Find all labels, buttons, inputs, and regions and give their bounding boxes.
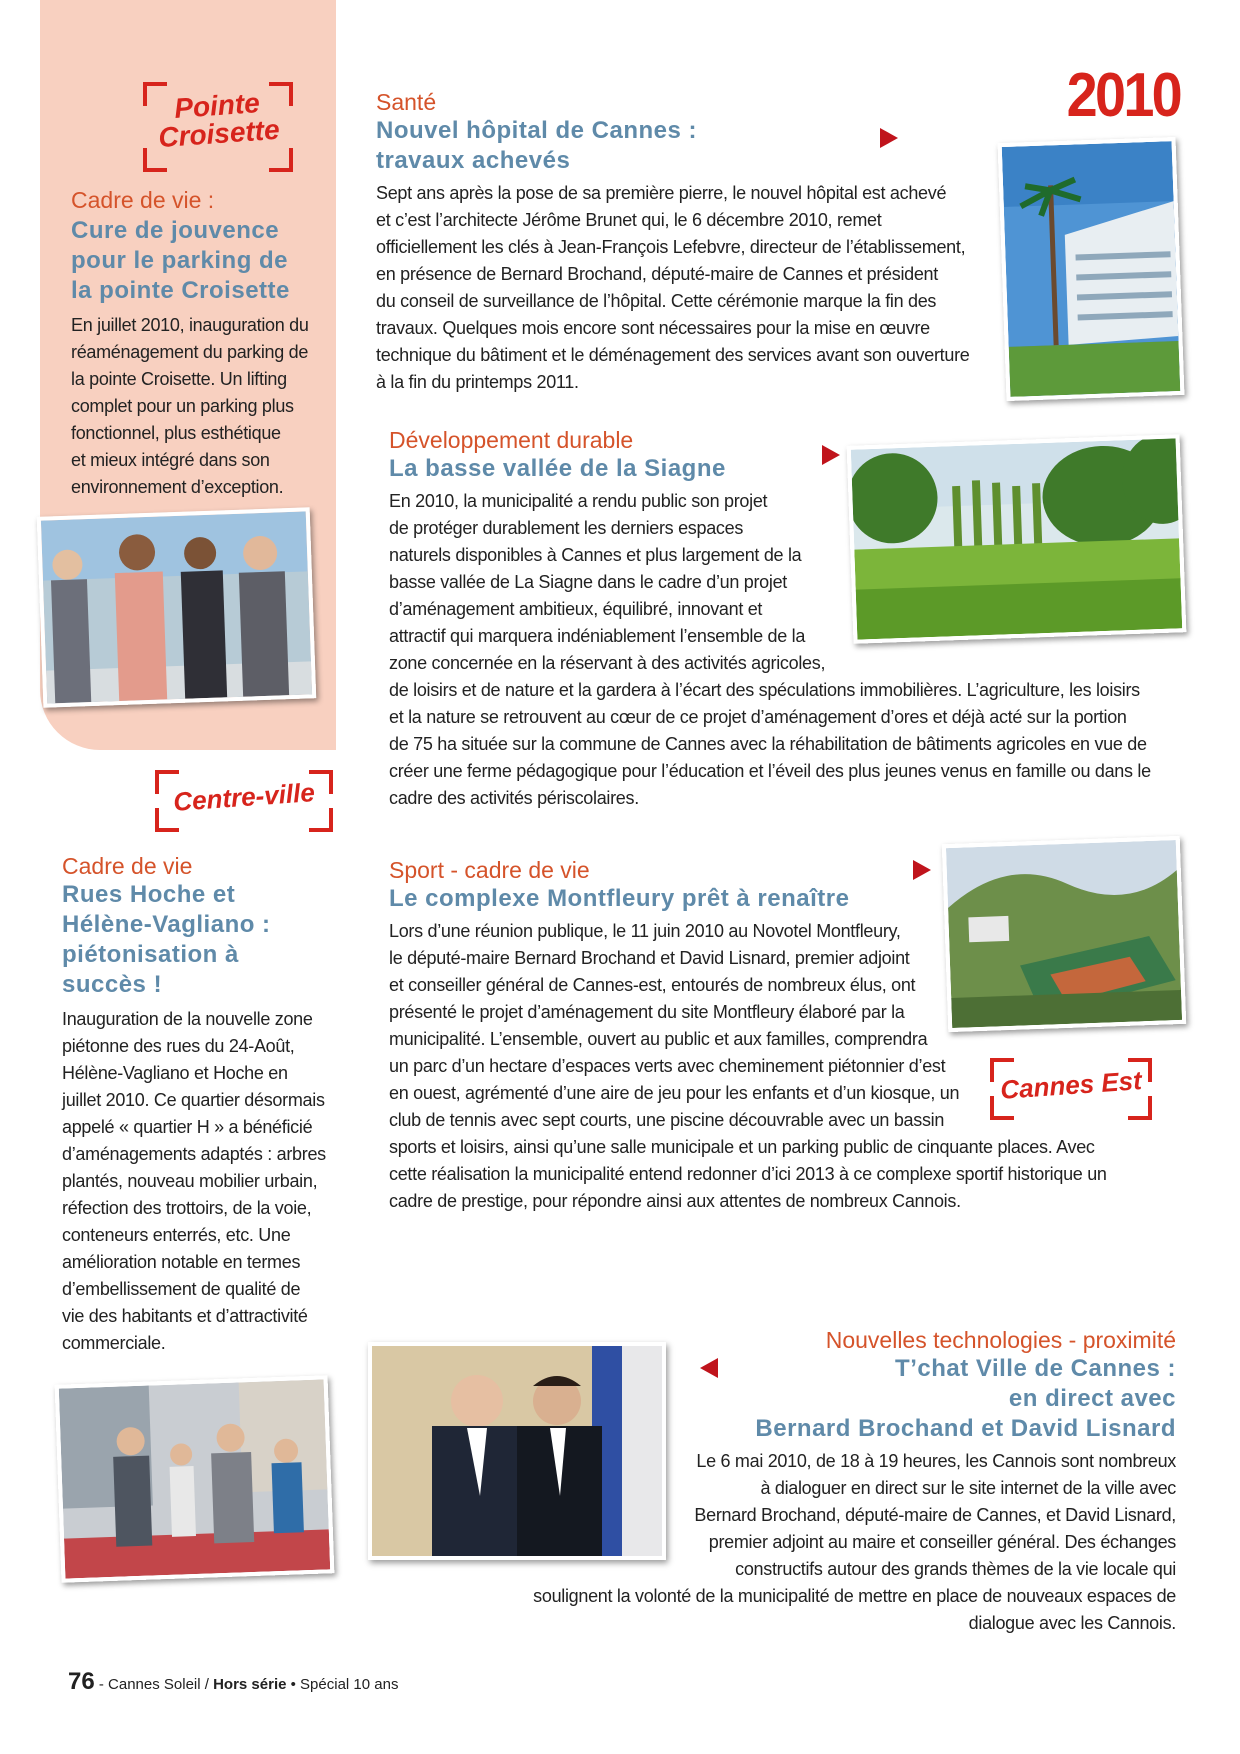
article-category: Cadre de vie : [71, 187, 215, 213]
title-line: Cure de jouvence [71, 217, 280, 244]
title-line: pour le parking de [71, 247, 289, 274]
photo-siagne-valley [847, 434, 1187, 644]
body-line: d’aménagement ambitieux, équilibré, innovant et [389, 599, 763, 619]
article-title [62, 880, 352, 1000]
body-line: et la nature se retrouvent au cœur de ce projet d’aménagement d’ores et déjà acté sur la portion [389, 707, 1127, 727]
title-line: Nouvel hôpital de Cannes : [376, 117, 698, 144]
title-line: la pointe Croisette [71, 277, 290, 304]
body-line: club de tennis avec sept courts, une piscine découvrable avec un bassin [389, 1110, 945, 1130]
body-line: et mieux intégré dans son [71, 450, 270, 470]
body-line: Sept ans après la pose de sa première pierre, le nouvel hôpital est achevé [376, 183, 947, 203]
body-line: et conseiller général de Cannes-est, entourés de nombreux élus, ont [389, 975, 916, 995]
title-line: Bernard Brochand et David Lisnard [755, 1415, 1176, 1442]
article-category: Développement durable [389, 427, 634, 453]
article-category: Sport - cadre de vie [389, 857, 590, 883]
body-line: basse vallée de La Siagne dans le cadre d’un projet [389, 572, 787, 592]
body-line: officiellement les clés à Jean-François Lefebvre, directeur de l’établissement, [376, 237, 966, 257]
body-line: cadre des activités périscolaires. [389, 788, 639, 808]
title-line: Hélène-Vagliano : [62, 911, 271, 938]
body-line: Inauguration de la nouvelle zone [62, 1009, 313, 1029]
body-line: zone concernée en la réservant à des activités agricoles, [389, 653, 826, 673]
body-line: appelé « quartier H » a bénéficié [62, 1117, 313, 1137]
body-line: d’embellissement de qualité de [62, 1279, 301, 1299]
body-line: amélioration notable en termes [62, 1252, 301, 1272]
body-line: Bernard Brochand, député-maire de Cannes, et David Lisnard, [694, 1505, 1176, 1525]
footer-issue: Hors série [213, 1676, 287, 1693]
photo-hospital [998, 137, 1185, 401]
body-line: juillet 2010. Ce quartier désormais [62, 1090, 325, 1110]
body-line: Lors d’une réunion publique, le 11 juin 2010 au Novotel Montfleury, [389, 921, 901, 941]
body-line: piétonne des rues du 24-Août, [62, 1036, 295, 1056]
article-body [62, 1006, 352, 1357]
body-line: du conseil de surveillance de l’hôpital. Cette cérémonie marque la fin des [376, 291, 937, 311]
body-line: cette réalisation la municipalité entend redonner d’ici 2013 à ce complexe sportif historique un [389, 1164, 1107, 1184]
title-line: T’chat Ville de Cannes : [895, 1355, 1176, 1382]
page-footer [68, 1668, 398, 1696]
body-line: en ouest, agrémenté d’une aire de jeu pour les enfants et d’un kiosque, un [389, 1083, 960, 1103]
footer-publication: - Cannes Soleil / [94, 1676, 214, 1693]
body-line: environnement d’exception. [71, 477, 284, 497]
body-line: plantés, nouveau mobilier urbain, [62, 1171, 318, 1191]
article-category: Nouvelles technologies - proximité [825, 1327, 1176, 1353]
body-line: créer une ferme pédagogique pour l’éducation et l’éveil des plus jeunes venus en famille ou dans le [389, 761, 1151, 781]
article-croisette [71, 186, 326, 501]
arrow-right-icon [880, 128, 898, 148]
article-title [440, 1354, 1176, 1444]
body-line: à dialoguer en direct sur le site internet de la ville avec [760, 1478, 1176, 1498]
body-line: le député-maire Bernard Brochand et David Lisnard, premier adjoint [389, 948, 910, 968]
tag-text: Cannes Est [999, 1065, 1143, 1105]
photo-montfleury [942, 836, 1186, 1032]
article-title [71, 216, 326, 306]
body-line: en présence de Bernard Brochand, député-maire de Cannes et président [376, 264, 938, 284]
body-line: complet pour un parking plus [71, 396, 294, 416]
body-line: premier adjoint au maire et conseiller général. Des échanges [708, 1532, 1176, 1552]
body-line: municipalité. L’ensemble, ouvert au public et aux familles, comprendra [389, 1029, 928, 1049]
arrow-right-icon [822, 445, 840, 465]
body-line: de protéger durablement les derniers espaces [389, 518, 744, 538]
body-line: En 2010, la municipalité a rendu public son projet [389, 491, 768, 511]
photo-croisette-officials [37, 507, 316, 707]
body-line: un parc d’un hectare d’espaces verts avec cheminement piétonnier d’est [389, 1056, 946, 1076]
article-body [71, 312, 326, 501]
body-line: vie des habitants et d’attractivité [62, 1306, 308, 1326]
body-line: commerciale. [62, 1333, 166, 1353]
body-line: attractif qui marquera indéniablement l’ensemble de la [389, 626, 806, 646]
body-line: réfection des trottoirs, de la voie, [62, 1198, 312, 1218]
body-line: technique du bâtiment et le déménagement des services avant son ouverture [376, 345, 970, 365]
footer-special: • Spécial 10 ans [286, 1676, 399, 1693]
title-line: succès ! [62, 971, 163, 998]
page-number: 76 [68, 1668, 95, 1695]
article-title: La basse vallée de la Siagne [389, 455, 726, 482]
body-line: En juillet 2010, inauguration du [71, 315, 309, 335]
tag-centre-ville [155, 770, 333, 832]
body-line: conteneurs enterrés, etc. Une [62, 1225, 291, 1245]
body-line: Hélène-Vagliano et Hoche en [62, 1063, 288, 1083]
body-line: d’aménagements adaptés : arbres [62, 1144, 326, 1164]
body-line: travaux. Quelques mois encore sont nécessaires pour la mise en œuvre [376, 318, 930, 338]
title-line: travaux achevés [376, 147, 571, 174]
body-line: soulignent la volonté de la municipalité de mettre en place de nouveaux espaces de [533, 1586, 1176, 1606]
tag-text: Centre-ville [172, 777, 316, 817]
title-line: en direct avec [1008, 1385, 1176, 1412]
body-line: Le 6 mai 2010, de 18 à 19 heures, les Cannois sont nombreux [696, 1451, 1176, 1471]
photo-pedestrian-street [55, 1375, 335, 1582]
article-category: Cadre de vie [62, 853, 193, 879]
title-line: Rues Hoche et [62, 881, 236, 908]
body-line: fonctionnel, plus esthétique [71, 423, 281, 443]
body-line: réaménagement du parking de [71, 342, 309, 362]
tag-cannes-est [990, 1058, 1152, 1120]
body-line: dialogue avec les Cannois. [968, 1613, 1176, 1633]
article-body [440, 1448, 1176, 1637]
body-line: et c’est l’architecte Jérôme Brunet qui, le 6 décembre 2010, remet [376, 210, 882, 230]
tag-pointe-croisette [143, 82, 293, 172]
article-body [376, 180, 1016, 396]
body-line: cadre de prestige, pour répondre ainsi aux attentes de nombreux Cannois. [389, 1191, 961, 1211]
article-title [376, 116, 1016, 176]
body-line: de 75 ha située sur la commune de Cannes avec la réhabilitation de bâtiments agricoles en vue de [389, 734, 1147, 754]
body-line: naturels disponibles à Cannes et plus largement de la [389, 545, 802, 565]
body-line: constructifs autour des grands thèmes de la vie locale qui [735, 1559, 1176, 1579]
tag-text: Croisette [157, 113, 281, 154]
arrow-right-icon [913, 860, 931, 880]
body-line: de loisirs et de nature et la gardera à l’écart des spéculations immobilières. L’agriculture, les loisirs [389, 680, 1140, 700]
tag-text: Pointe [173, 87, 261, 124]
year-heading: 2010 [1066, 61, 1180, 130]
article-category: Santé [376, 89, 437, 115]
article-centre-ville [62, 852, 352, 1357]
article-tchat [440, 1326, 1176, 1637]
title-line: piétonisation à [62, 941, 239, 968]
body-line: la pointe Croisette. Un lifting [71, 369, 287, 389]
article-title: Le complexe Montfleury prêt à renaître [389, 885, 850, 912]
body-line: présenté le projet d’aménagement du site Montfleury élaboré par la [389, 1002, 905, 1022]
body-line: sports et loisirs, ainsi qu’une salle municipale et un parking public de cinquante places. Avec [389, 1137, 1095, 1157]
body-line: à la fin du printemps 2011. [376, 372, 579, 392]
article-sante [376, 88, 1016, 396]
